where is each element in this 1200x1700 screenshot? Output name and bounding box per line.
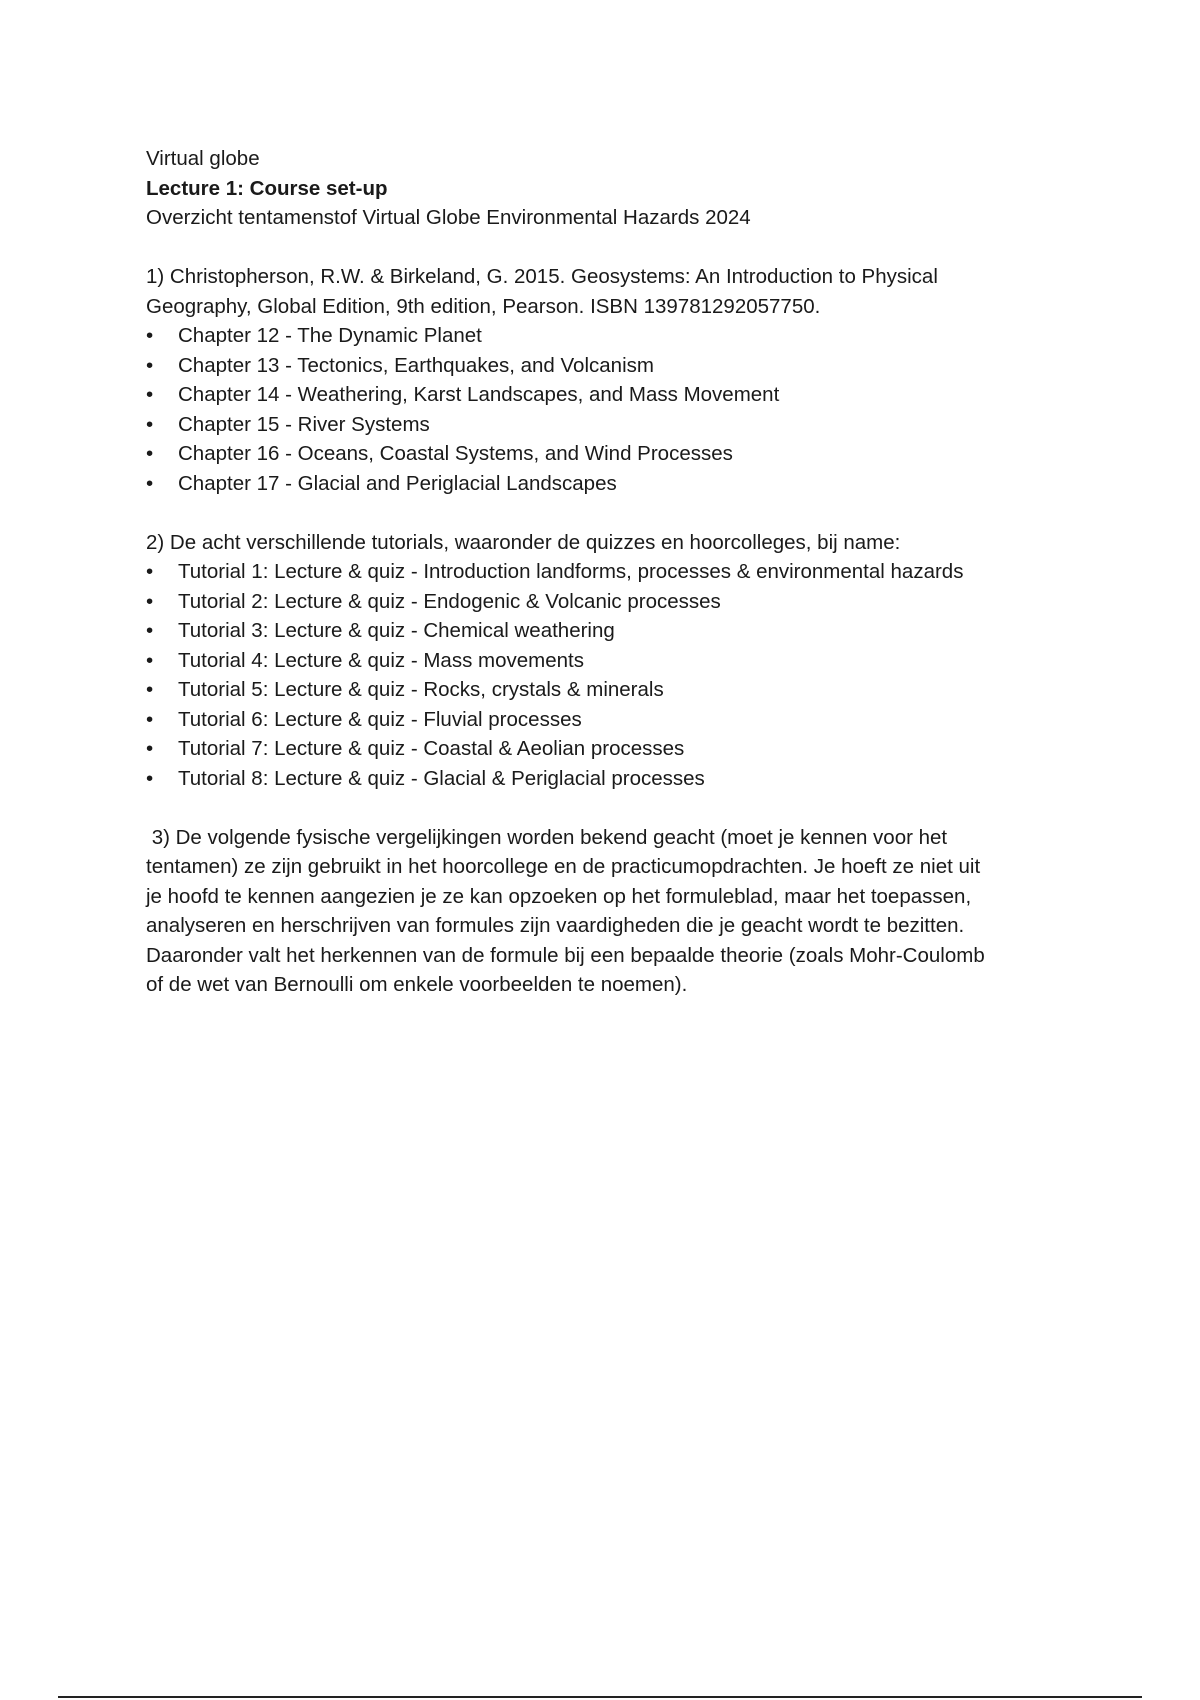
reference-line-2: Geography, Global Edition, 9th edition, Pearson. ISBN 139781292057750. <box>146 294 821 318</box>
list-item <box>146 557 1076 587</box>
bullet: • <box>146 324 154 347</box>
tutorial-item: Tutorial 1: Lecture & quiz - Introduction landforms, processes & environmental hazards <box>178 560 964 583</box>
bullet: • <box>146 442 154 465</box>
bullet: • <box>146 383 154 406</box>
bullet: • <box>146 766 154 790</box>
bullet: • <box>146 648 154 672</box>
overview-line: Overzicht tentamenstof Virtual Globe Environmental Hazards 2024 <box>146 206 751 229</box>
bullet: • <box>146 471 154 495</box>
formulas-line-4: analyseren en herschrijven van formules zijn vaardigheden die je geacht wordt te bezitten. <box>146 914 965 937</box>
list-item <box>146 321 1076 351</box>
tutorial-list <box>146 557 1076 793</box>
lecture-title: Lecture 1: Course set-up <box>146 176 388 200</box>
reference-line-1: 1) Christopherson, R.W. & Birkeland, G. 2015. Geosystems: An Introduction to Physical <box>146 265 938 288</box>
list-item <box>146 675 1076 705</box>
formulas-line-2: tentamen) ze zijn gebruikt in het hoorcollege en de practicumopdrachten. Je hoeft ze niet uit <box>146 855 981 878</box>
page-bottom-rule <box>58 1696 1142 1698</box>
list-item <box>146 439 1076 469</box>
tutorial-item: Tutorial 5: Lecture & quiz - Rocks, crystals & minerals <box>178 678 664 701</box>
formulas-line-1: 3) De volgende fysische vergelijkingen worden bekend geacht (moet je kennen voor het <box>146 825 948 849</box>
tutorial-item: Tutorial 2: Lecture & quiz - Endogenic & Volcanic processes <box>178 589 721 613</box>
tutorial-item: Tutorial 3: Lecture & quiz - Chemical weathering <box>178 619 615 642</box>
bullet: • <box>146 707 154 731</box>
document-page <box>146 144 1076 1000</box>
chapter-item: Chapter 12 - The Dynamic Planet <box>178 324 482 347</box>
chapter-list <box>146 321 1076 498</box>
spacer <box>146 498 1076 528</box>
list-item <box>146 616 1076 646</box>
bullet: • <box>146 737 154 760</box>
bullet: • <box>146 619 154 642</box>
bullet: • <box>146 589 154 613</box>
spacer <box>146 233 1076 263</box>
bullet: • <box>146 560 154 583</box>
formulas-line-6: of de wet van Bernoulli om enkele voorbeelden te noemen). <box>146 973 688 996</box>
tutorials-intro: 2) De acht verschillende tutorials, waaronder de quizzes en hoorcolleges, bij name: <box>146 530 901 554</box>
course-name: Virtual globe <box>146 147 260 170</box>
section-literature <box>146 262 1076 498</box>
tutorial-item: Tutorial 7: Lecture & quiz - Coastal & Aeolian processes <box>178 737 685 760</box>
list-item <box>146 705 1076 735</box>
chapter-item: Chapter 15 - River Systems <box>178 412 430 436</box>
formulas-line-5: Daaronder valt het herkennen van de formule bij een bepaalde theorie (zoals Mohr-Coulomb <box>146 943 985 967</box>
list-item <box>146 734 1076 764</box>
chapter-item: Chapter 13 - Tectonics, Earthquakes, and Volcanism <box>178 353 654 377</box>
chapter-item: Chapter 16 - Oceans, Coastal Systems, and Wind Processes <box>178 442 733 465</box>
section-formulas <box>146 823 1076 1000</box>
list-item <box>146 646 1076 676</box>
spacer <box>146 793 1076 823</box>
bullet: • <box>146 353 154 377</box>
bullet: • <box>146 678 154 701</box>
tutorial-item: Tutorial 4: Lecture & quiz - Mass movements <box>178 648 584 672</box>
bullet: • <box>146 412 154 436</box>
list-item <box>146 469 1076 499</box>
list-item <box>146 587 1076 617</box>
formulas-line-3: je hoofd te kennen aangezien je ze kan opzoeken op het formuleblad, maar het toepassen, <box>146 884 972 908</box>
list-item <box>146 410 1076 440</box>
list-item <box>146 764 1076 794</box>
list-item <box>146 380 1076 410</box>
section-tutorials <box>146 528 1076 794</box>
tutorial-item: Tutorial 6: Lecture & quiz - Fluvial processes <box>178 707 582 731</box>
list-item <box>146 351 1076 381</box>
chapter-item: Chapter 17 - Glacial and Periglacial Landscapes <box>178 471 617 495</box>
tutorial-item: Tutorial 8: Lecture & quiz - Glacial & Periglacial processes <box>178 766 705 790</box>
chapter-item: Chapter 14 - Weathering, Karst Landscapes, and Mass Movement <box>178 383 780 406</box>
